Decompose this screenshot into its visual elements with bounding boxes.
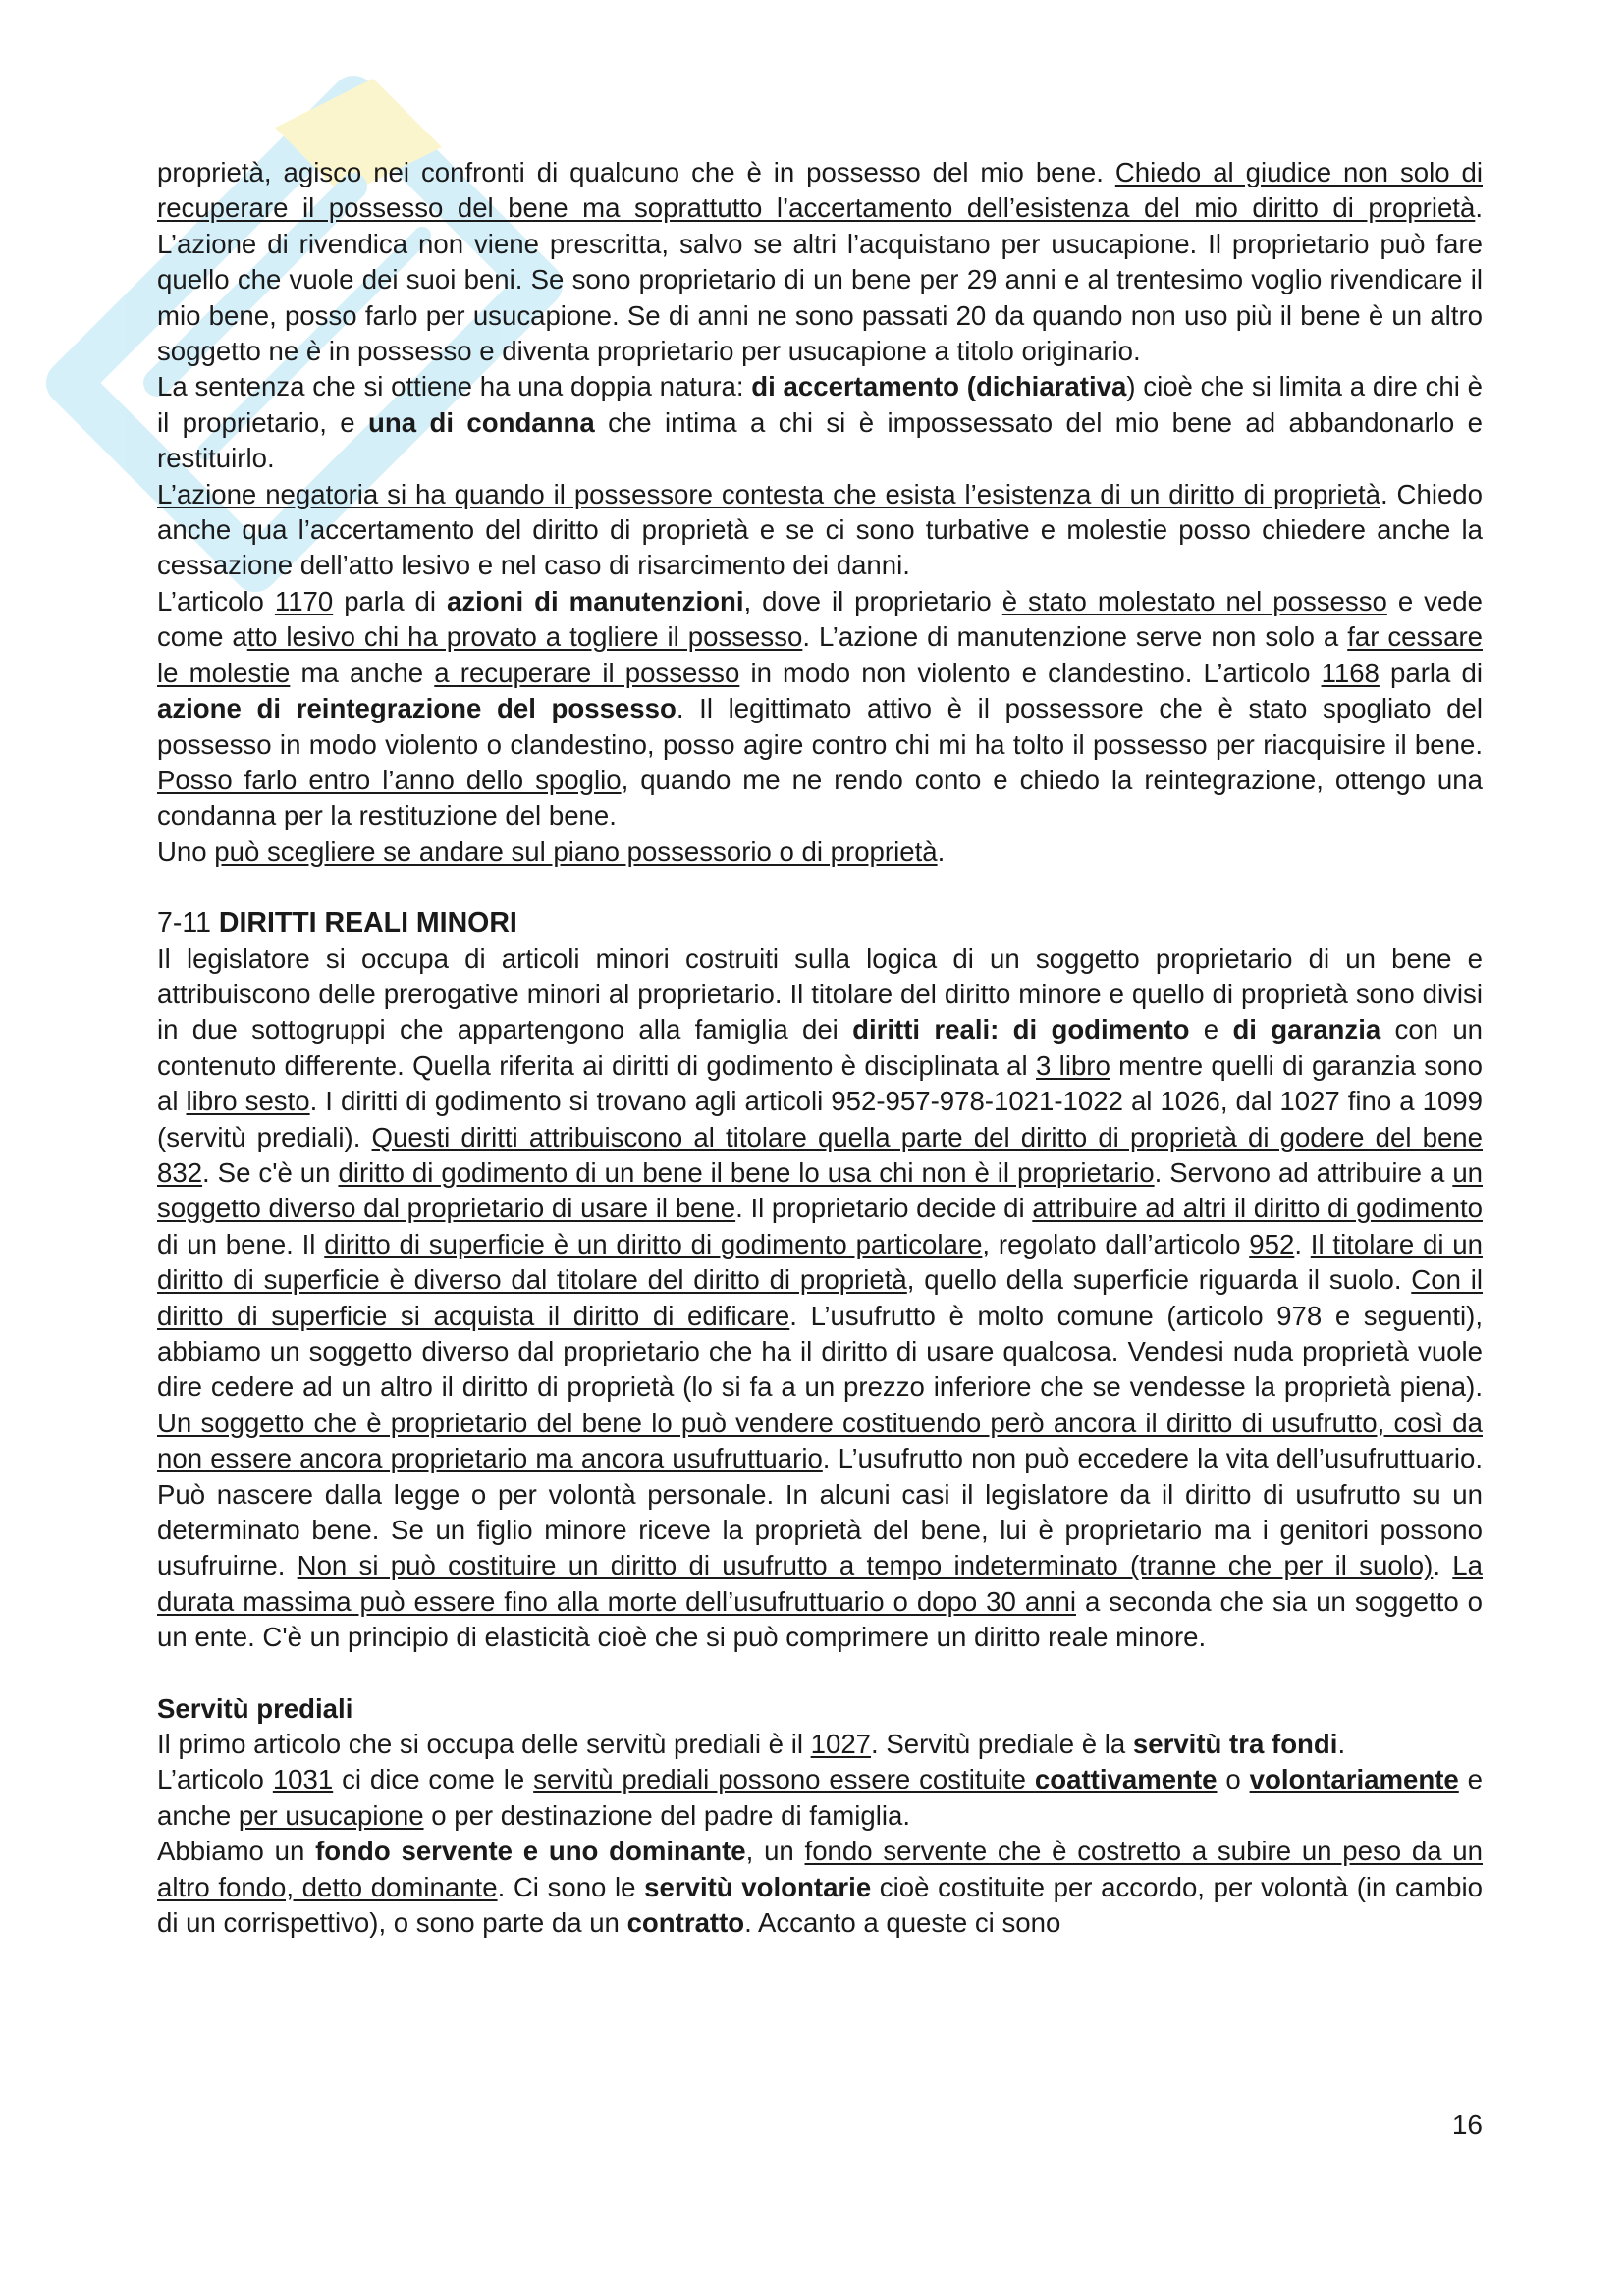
paragraph-servitu-intro: Il primo articolo che si occupa delle servitù prediali è il 1027. Servitù prediale è la servitù tra fondi.: [157, 1729, 1346, 1760]
underlined-text: libro sesto: [186, 1086, 310, 1117]
bold-text: servitù volontarie: [644, 1871, 872, 1902]
bold-text: una di condanna: [368, 406, 595, 438]
underlined-text: Un soggetto che è proprietario del bene lo può vendere costituendo però ancora il diritto di usufrutto, così da non essere ancora proprietario ma ancora usufruttuario: [157, 1407, 1483, 1474]
underlined-text: Non si può costituire un diritto di usufrutto a tempo indeterminato (tranne che per il suolo): [297, 1550, 1434, 1581]
underlined-text: far cessare le molestie: [157, 621, 1483, 688]
section-title: DIRITTI REALI MINORI: [218, 907, 517, 939]
article-reference: 1168: [1321, 657, 1380, 688]
bold-text: azioni di manutenzioni: [447, 585, 744, 616]
spacer: [157, 870, 1483, 905]
paragraph-rivendica: proprietà, agisco nei confronti di qualcuno che è in possesso del mio bene. Chiedo al giudice non solo di recuperare il possesso del bene ma soprattutto l’accertamento dell’esistenza del mio diritto di proprietà. L’azione di rivendica non viene prescritta, salvo se altri l’acquistano per usucapione. Il proprietario può fare quello che vuole dei suoi beni. Se sono proprietario di un bene per 29 anni e al trentesimo voglio rivendicare il mio bene, posso farlo per usucapione. Se di anni ne sono passati 20 da quando non uso più il bene è un altro soggetto ne è in possesso e diventa proprietario per usucapione a titolo originario.: [157, 157, 1483, 367]
underlined-text: diritto di superficie è un diritto di godimento particolare: [324, 1228, 983, 1259]
underlined-text: Questi diritti attribuiscono al titolare quella parte del diritto di proprietà di godere del bene 832: [157, 1121, 1483, 1188]
underlined-text: è stato molestato nel possesso: [1001, 585, 1387, 616]
paragraph-scelta: Uno può scegliere se andare sul piano possessorio o di proprietà.: [157, 835, 946, 867]
article-reference: 952: [1249, 1228, 1295, 1259]
underlined-text: per usucapione: [238, 1799, 424, 1831]
paragraph-negatoria: L’azione negatoria si ha quando il possessore contesta che esista l’esistenza di un diritto di proprietà. Chiedo anche qua l’accertamento del diritto di proprietà e se ci sono turbative e molestie posso chiedere anche la cessazione dell’atto lesivo e nel caso di risarcimento dei danni.: [157, 478, 1483, 581]
underlined-text: Posso farlo entro l’anno dello spoglio: [157, 764, 622, 795]
bold-text: contratto: [626, 1907, 745, 1939]
paragraph-fondi: Abbiamo un fondo servente e uno dominante, un fondo servente che è costretto a subire un peso da un altro fondo, detto dominante. Ci sono le servitù volontarie cioè costituite per accordo, per volontà (in cambio di un corrispettivo), o sono parte da un contratto. Accanto a queste ci sono: [157, 1836, 1483, 1939]
underlined-text: attribuire ad altri il diritto di godimento: [1032, 1193, 1483, 1224]
bold-text: fondo servente e uno dominante: [315, 1836, 746, 1867]
paragraph-costituzione: L’articolo 1031 ci dice come le servitù prediali possono essere costituite coattivamente o volontariamente e anche per usucapione o per destinazione del padre di famiglia.: [157, 1764, 1484, 1831]
underlined-text: 3 libro: [1036, 1049, 1110, 1081]
underlined-text: Il titolare di un diritto di superficie è diverso dal titolare del diritto di proprietà: [157, 1228, 1483, 1296]
section-number: 7-11: [157, 907, 219, 939]
subsection-heading: Servitù prediali: [157, 1692, 353, 1724]
underlined-text: a recuperare il possesso: [434, 657, 740, 688]
spacer: [157, 1656, 1483, 1691]
bold-text: servitù tra fondi: [1132, 1729, 1338, 1760]
bold-text: azione di reintegrazione del possesso: [157, 693, 677, 724]
article-reference: 1170: [274, 585, 334, 616]
underlined-text: può scegliere se andare sul piano possessorio o di proprietà: [214, 835, 938, 867]
document-page: [157, 155, 1483, 1942]
paragraph-sentenza: La sentenza che si ottiene ha una doppia natura: di accertamento (dichiarativa) cioè che si limita a dire chi è il proprietario, e una di condanna che intima a chi si è impossessato del mio bene ad abbandonarlo e restituirlo.: [157, 371, 1483, 474]
bold-text: di accertamento (dichiarativa: [751, 371, 1127, 402]
page-number: 16: [1451, 2109, 1483, 2140]
underlined-text: Chiedo al giudice non solo di recuperare il possesso del bene ma soprattutto l’accertamento dell’esistenza del mio diritto di proprietà: [157, 157, 1483, 224]
paragraph-manutenzione: L’articolo 1170 parla di azioni di manutenzioni, dove il proprietario è stato molestato nel possesso e vede come atto lesivo chi ha provato a togliere il possesso. L’azione di manutenzione serve non solo a far cessare le molestie ma anche a recuperare il possesso in modo non violento e clandestino. L’articolo 1168 parla di azione di reintegrazione del possesso. Il legittimato attivo è il possessore che è stato spogliato del possesso in modo violento o clandestino, posso agire contro chi mi ha tolto il possesso per riacquisire il bene. Posso farlo entro l’anno dello spoglio, quando me ne rendo conto e chiedo la reintegrazione, ottengo una condanna per la restituzione del bene.: [157, 585, 1484, 831]
article-reference: 1027: [810, 1729, 872, 1760]
article-reference: 1031: [272, 1764, 334, 1795]
section-heading: [157, 905, 1483, 940]
underlined-text: Con il diritto di superficie si acquista il diritto di edificare: [157, 1264, 1483, 1331]
bold-text: diritti reali: di godimento: [852, 1014, 1190, 1045]
underlined-text: tto lesivo chi ha provato a togliere il possesso: [246, 621, 803, 653]
bold-underlined-text: volontariamente: [1249, 1764, 1459, 1795]
underlined-text: fondo servente che è costretto a subire un peso da un altro fondo, detto dominante: [157, 1836, 1483, 1902]
underlined-text: diritto di godimento di un bene il bene lo usa chi non è il proprietario: [338, 1156, 1155, 1188]
underlined-text: L’azione negatoria si ha quando il possessore contesta che esista l’esistenza di un diritto di proprietà: [157, 478, 1380, 509]
underlined-text: servitù prediali possono essere costituite: [533, 1764, 1035, 1795]
underlined-text: La durata massima può essere fino alla morte dell’usufruttuario o dopo 30 anni: [157, 1550, 1483, 1617]
bold-underlined-text: coattivamente: [1034, 1764, 1218, 1795]
underlined-text: un soggetto diverso dal proprietario di usare il bene: [157, 1156, 1484, 1224]
bold-text: di garanzia: [1232, 1014, 1381, 1045]
paragraph-diritti-reali: Il legislatore si occupa di articoli minori costruiti sulla logica di un soggetto proprietario di un bene e attribuiscono delle prerogative minori al proprietario. Il titolare del diritto minore e quello di proprietà sono divisi in due sottogruppi che appartengono alla famiglia dei diritti reali: di godimento e di garanzia con un contenuto differente. Quella riferita ai diritti di godimento è disciplinata al 3 libro mentre quelli di garanzia sono al libro sesto. I diritti di godimento si trovano agli articoli 952-957-978-1021-1022 al 1026, dal 1027 fino a 1099 (servitù prediali). Questi diritti attribuiscono al titolare quella parte del diritto di proprietà di godere del bene 832. Se c'è un diritto di godimento di un bene il bene lo usa chi non è il proprietario. Servono ad attribuire a un soggetto diverso dal proprietario di usare il bene. Il proprietario decide di attribuire ad altri il diritto di godimento di un bene. Il diritto di superficie è un diritto di godimento particolare, regolato dall’articolo 952. Il titolare di un diritto di superficie è diverso dal titolare del diritto di proprietà, quello della superficie riguarda il suolo. Con il diritto di superficie si acquista il diritto di edificare. L’usufrutto è molto comune (articolo 978 e seguenti), abbiamo un soggetto diverso dal proprietario che ha il diritto di usare qualcosa. Vendesi nuda proprietà vuole dire cedere ad un altro il diritto di proprietà (lo si fa a un prezzo inferiore che se vendesse la proprietà piena). Un soggetto che è proprietario del bene lo può vendere costituendo però ancora il diritto di usufrutto, così da non essere ancora proprietario ma ancora usufruttuario. L’usufrutto non può eccedere la vita dell’usufruttuario. Può nascere dalla legge o per volontà personale. In alcuni casi il legislatore da il diritto di usufrutto su un determinato bene. Se un figlio minore riceve la proprietà del bene, lui è proprietario ma i genitori possono usufruirne. Non si può costituire un diritto di usufrutto a tempo indeterminato (tranne che per il suolo). La durata massima può essere fino alla morte dell’usufruttuario o dopo 30 anni a seconda che sia un soggetto o un ente. C'è un principio di elasticità cioè che si può comprimere un diritto reale minore.: [157, 942, 1484, 1653]
